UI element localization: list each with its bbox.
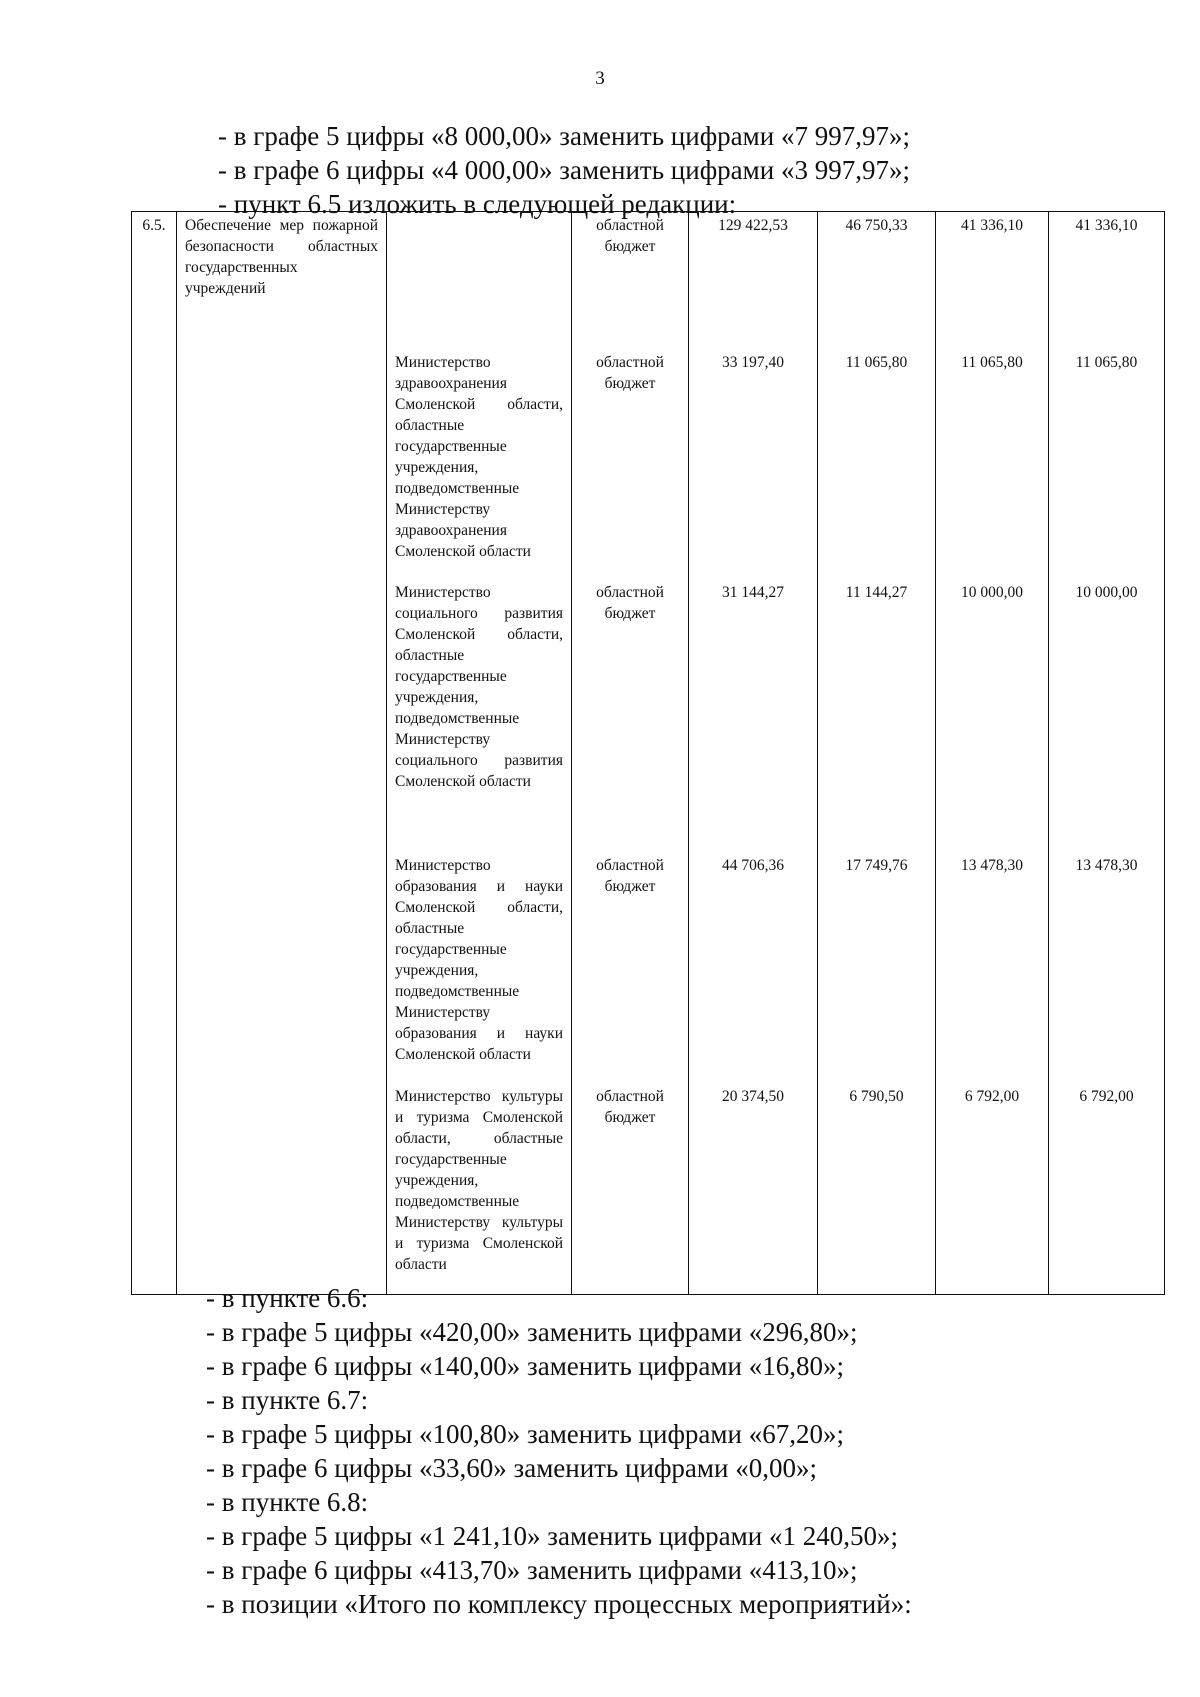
executor-cell: Министерство социального развития Смоленской области, областные государственные учреждения, подведомственные Министерству социального развития Смоленской области [387, 579, 572, 852]
year3-cell: 6 792,00 [1049, 1083, 1165, 1295]
instruction-line: - в графе 5 цифры «420,00» заменить цифрами «296,80»; [206, 1317, 858, 1347]
year3-cell: 41 336,10 [1049, 212, 1165, 350]
year3-cell: 11 065,80 [1049, 349, 1165, 579]
item-name: Обеспечение мер пожарной безопасности областных государственных учреждений [177, 212, 387, 1295]
instructions-top [218, 119, 910, 221]
year2-cell: 10 000,00 [936, 579, 1049, 852]
executor-cell [387, 212, 572, 350]
funding-source-cell: областной бюджет [572, 212, 689, 350]
executor-cell: Министерство здравоохранения Смоленской области, областные государственные учреждения, подведомственные Министерству здравоохранения Смоленской области [387, 349, 572, 579]
instruction-line: - в позиции «Итого по комплексу процессных мероприятий»: [206, 1589, 912, 1619]
year1-cell: 11 065,80 [818, 349, 936, 579]
total-cell: 129 422,53 [689, 212, 818, 350]
instruction-line: - в графе 6 цифры «413,70» заменить цифрами «413,10»; [206, 1555, 858, 1585]
instruction-line: - в графе 6 цифры «4 000,00» заменить цифрами «3 997,97»; [218, 155, 910, 185]
year1-cell: 46 750,33 [818, 212, 936, 350]
instruction-line: - в пункте 6.7: [206, 1385, 369, 1415]
year2-cell: 6 792,00 [936, 1083, 1049, 1295]
table-row [132, 212, 1165, 350]
year1-cell: 6 790,50 [818, 1083, 936, 1295]
instruction-line: - в графе 6 цифры «33,60» заменить цифрами «0,00»; [206, 1453, 817, 1483]
instructions-bottom [206, 1281, 912, 1621]
instruction-line: - в пункте 6.6: [206, 1283, 369, 1313]
instruction-line: - в графе 5 цифры «8 000,00» заменить цифрами «7 997,97»; [218, 121, 910, 151]
funding-source-cell: областной бюджет [572, 349, 689, 579]
funding-source-cell: областной бюджет [572, 579, 689, 852]
funding-source-cell: областной бюджет [572, 852, 689, 1083]
page-number: 3 [595, 68, 605, 89]
instruction-line: - в графе 5 цифры «100,80» заменить цифрами «67,20»; [206, 1419, 844, 1449]
total-cell: 44 706,36 [689, 852, 818, 1083]
instruction-line: - в графе 6 цифры «140,00» заменить цифрами «16,80»; [206, 1351, 844, 1381]
funding-source-cell: областной бюджет [572, 1083, 689, 1295]
executor-cell: Министерство образования и науки Смоленской области, областные государственные учреждения, подведомственные Министерству образования и науки Смоленской области [387, 852, 572, 1083]
instruction-line: - в графе 5 цифры «1 241,10» заменить цифрами «1 240,50»; [206, 1521, 898, 1551]
year2-cell: 13 478,30 [936, 852, 1049, 1083]
total-cell: 20 374,50 [689, 1083, 818, 1295]
year1-cell: 17 749,76 [818, 852, 936, 1083]
total-cell: 31 144,27 [689, 579, 818, 852]
year3-cell: 13 478,30 [1049, 852, 1165, 1083]
year2-cell: 41 336,10 [936, 212, 1049, 350]
executor-cell: Министерство культуры и туризма Смоленской области, областные государственные учреждения, подведомственные Министерству культуры и туризма Смоленской области [387, 1083, 572, 1295]
instruction-line: - пункт 6.5 изложить в следующей редакции: [218, 189, 737, 219]
item-number: 6.5. [132, 212, 177, 1295]
amendment-table [131, 211, 1165, 1295]
instruction-line: - в пункте 6.8: [206, 1487, 369, 1517]
year3-cell: 10 000,00 [1049, 579, 1165, 852]
year1-cell: 11 144,27 [818, 579, 936, 852]
total-cell: 33 197,40 [689, 349, 818, 579]
year2-cell: 11 065,80 [936, 349, 1049, 579]
